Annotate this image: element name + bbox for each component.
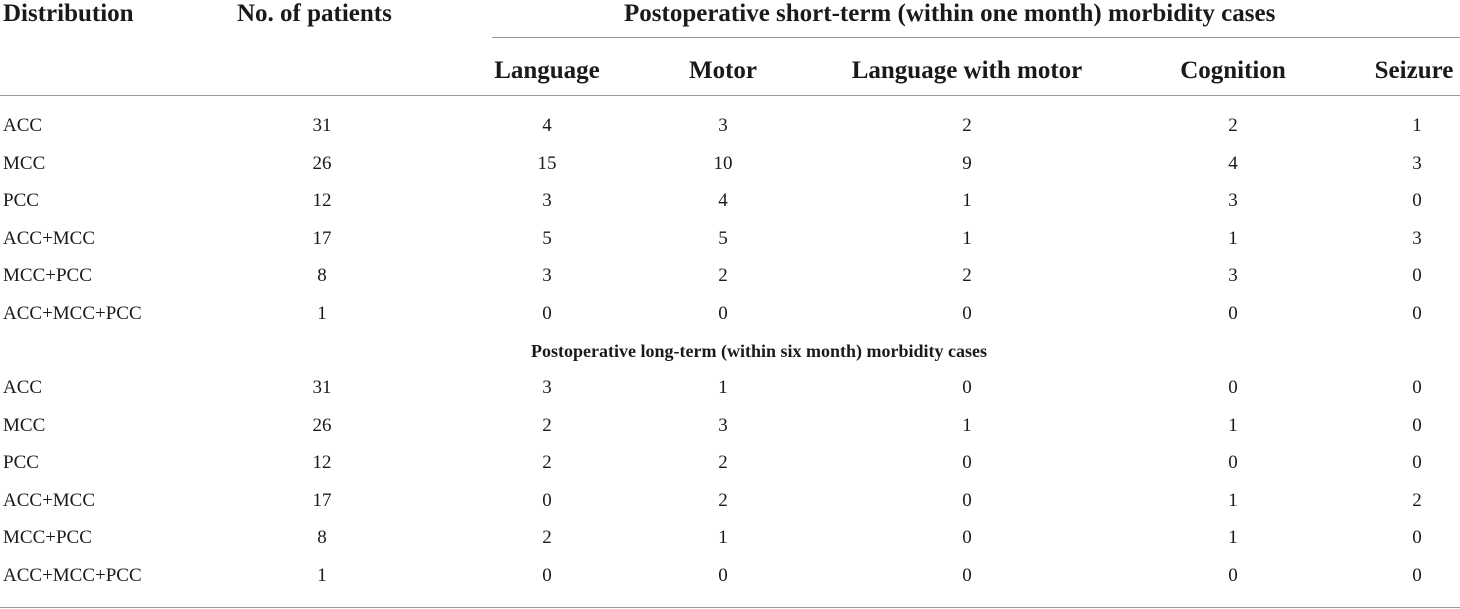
table-row [0,407,1460,444]
cell-value: 3 [1228,265,1238,286]
cell-value: 1 [1228,527,1238,548]
cell-patients: 8 [317,527,327,548]
cell-value: 0 [1228,564,1238,586]
cell-value: 3 [542,190,552,211]
long-term-section-title: Postoperative long-term (within six month) morbidity cases [531,341,987,361]
cell-patients: 17 [312,489,332,511]
cell-value: 0 [1412,377,1422,398]
cell-patients: 12 [312,452,332,473]
cell-patients: 8 [317,265,327,286]
cell-value: 1 [1228,227,1238,249]
cell-value: 0 [1228,452,1238,473]
table-row [0,369,1460,406]
cell-value: 1 [962,227,972,249]
table-bottom-rule [0,607,1460,608]
cell-value: 1 [962,414,972,436]
cell-patients: 31 [312,115,332,136]
cell-distribution: ACC [3,115,43,136]
cell-value: 0 [962,302,972,324]
cell-distribution: MCC+PCC [3,265,92,286]
cell-value: 5 [542,227,552,249]
table-row [0,257,1460,294]
subheader-language-with-motor: Language with motor [851,57,1083,84]
cell-value: 0 [1412,527,1422,548]
cell-value: 4 [1228,152,1238,174]
cell-value: 3 [718,115,728,136]
cell-value: 2 [542,527,552,548]
table-row [0,444,1460,481]
cell-distribution: MCC [3,414,46,436]
cell-value: 5 [718,227,728,249]
cell-distribution: PCC [3,452,39,473]
cell-value: 0 [718,302,728,324]
cell-value: 0 [1228,377,1238,398]
cell-value: 0 [962,452,972,473]
cell-value: 0 [1412,302,1422,324]
cell-patients: 1 [317,302,327,324]
cell-value: 9 [962,152,972,174]
cell-distribution: ACC [3,377,43,398]
cell-value: 0 [542,564,552,586]
cell-value: 1 [962,190,972,211]
cell-value: 3 [718,414,728,436]
cell-value: 3 [1412,152,1422,174]
group-header-rule [492,37,1460,38]
cell-patients: 12 [312,190,332,211]
cell-patients: 31 [312,377,332,398]
cell-patients: 26 [312,414,332,436]
table-row [0,220,1460,257]
cell-value: 0 [1412,452,1422,473]
cell-patients: 26 [312,152,332,174]
cell-value: 0 [1228,302,1238,324]
table-row [0,295,1460,332]
header-morbidity-group: Postoperative short-term (within one month) morbidity cases [624,0,1276,27]
cell-value: 1 [1228,489,1238,511]
cell-value: 0 [718,564,728,586]
cell-value: 0 [542,489,552,511]
cell-value: 0 [1412,190,1422,211]
header-bottom-rule [0,95,1460,96]
cell-value: 3 [542,265,552,286]
cell-value: 4 [718,190,728,211]
cell-value: 2 [718,452,728,473]
subheader-language: Language [494,57,600,84]
cell-value: 0 [962,489,972,511]
cell-value: 0 [1412,414,1422,436]
cell-value: 0 [962,527,972,548]
header-patients: No. of patients [237,0,392,27]
cell-value: 1 [718,527,728,548]
cell-value: 10 [713,152,733,174]
cell-value: 4 [542,115,552,136]
cell-value: 2 [542,414,552,436]
subheader-motor: Motor [688,57,758,84]
table-row [0,519,1460,556]
cell-value: 3 [542,377,552,398]
table-row [0,482,1460,519]
cell-value: 2 [962,265,972,286]
table-row [0,182,1460,219]
header-distribution: Distribution [3,0,134,27]
cell-value: 0 [962,377,972,398]
cell-distribution: ACC+MCC+PCC [3,564,142,586]
subheader-seizure: Seizure [1374,57,1454,84]
table-row [0,107,1460,144]
cell-value: 1 [1412,115,1422,136]
cell-value: 2 [1228,115,1238,136]
cell-distribution: PCC [3,190,39,211]
table-row [0,557,1460,594]
cell-value: 0 [962,564,972,586]
cell-value: 0 [1412,265,1422,286]
cell-value: 2 [962,115,972,136]
cell-distribution: ACC+MCC [3,227,96,249]
cell-value: 2 [1412,489,1422,511]
cell-value: 1 [1228,414,1238,436]
cell-value: 2 [542,452,552,473]
subheader-cognition: Cognition [1180,57,1286,84]
cell-patients: 1 [317,564,327,586]
cell-value: 15 [537,152,557,174]
cell-value: 3 [1228,190,1238,211]
cell-distribution: ACC+MCC+PCC [3,302,142,324]
cell-value: 3 [1412,227,1422,249]
cell-patients: 17 [312,227,332,249]
cell-value: 0 [542,302,552,324]
cell-value: 1 [718,377,728,398]
cell-distribution: MCC+PCC [3,527,92,548]
cell-value: 2 [718,265,728,286]
cell-distribution: MCC [3,152,46,174]
table-row [0,145,1460,182]
cell-value: 2 [718,489,728,511]
cell-value: 0 [1412,564,1422,586]
cell-distribution: ACC+MCC [3,489,96,511]
